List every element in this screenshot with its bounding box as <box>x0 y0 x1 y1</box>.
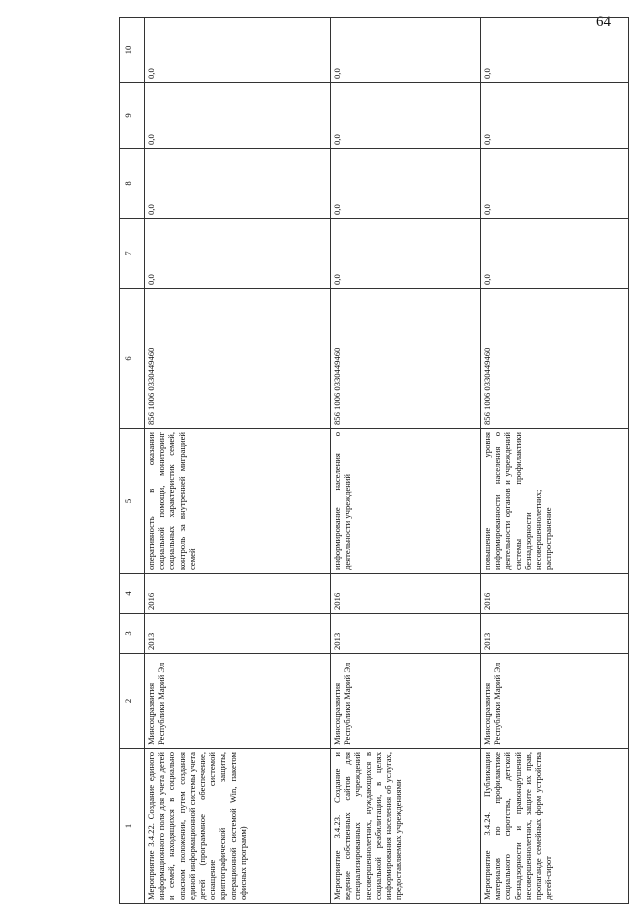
value-cell: 0,0 <box>481 83 629 149</box>
start-year-cell: 2013 <box>481 614 629 654</box>
col-header: 7 <box>120 219 145 289</box>
col-header: 2 <box>120 654 145 749</box>
code-cell: 856 1006 0330449460 <box>481 289 629 429</box>
executor-cell: Минсоцразвития Республики Марий Эл <box>145 654 331 749</box>
activity-cell: Мероприятие 3.4.22. Создание единого информационного поля для учета детей и семей, находящихся в социально опасном положении, путем создания единой информационной системы учета детей (программное обеспечение, оснащение системой криптографической защиты, операционной системой Win, пакетом офисных программ) <box>145 749 331 904</box>
rotated-table-page <box>119 18 623 904</box>
table-row <box>145 18 331 904</box>
value-cell: 0,0 <box>331 149 481 219</box>
start-year-cell: 2013 <box>331 614 481 654</box>
end-year-cell: 2016 <box>481 574 629 614</box>
col-header: 10 <box>120 18 145 83</box>
col-header: 9 <box>120 83 145 149</box>
code-cell: 856 1006 0330449460 <box>331 289 481 429</box>
value-cell: 0,0 <box>145 219 331 289</box>
value-cell: 0,0 <box>331 18 481 83</box>
value-cell: 0,0 <box>481 18 629 83</box>
table-row <box>331 18 481 904</box>
col-header: 3 <box>120 614 145 654</box>
activity-cell: Мероприятие 3.4.24. Публикации материалов по профилактике социального сиротства, детской безнадзорности и правонарушений несовершеннолетних, защите их прав, пропаганде семейных форм устройства детей-сирот <box>481 749 629 904</box>
value-cell: 0,0 <box>145 18 331 83</box>
result-cell: повышение уровня информированности населения о деятельности органов и учреждений системы профилактики безнадзорности несовершеннолетних; распространение <box>481 429 629 574</box>
page-number: 64 <box>596 14 611 30</box>
table-row <box>481 18 629 904</box>
header-row <box>120 18 145 904</box>
value-cell: 0,0 <box>481 219 629 289</box>
col-header: 4 <box>120 574 145 614</box>
col-header: 8 <box>120 149 145 219</box>
program-table <box>119 17 629 904</box>
end-year-cell: 2016 <box>331 574 481 614</box>
value-cell: 0,0 <box>331 219 481 289</box>
result-cell: информирование населения о деятельности учреждений <box>331 429 481 574</box>
value-cell: 0,0 <box>481 149 629 219</box>
col-header: 5 <box>120 429 145 574</box>
result-cell: оперативность в оказании социальной помощи, мониторинг социальных характеристик семей, контроль за внутренней миграцией семей <box>145 429 331 574</box>
code-cell: 856 1006 0330449460 <box>145 289 331 429</box>
executor-cell: Минсоцразвития Республики Марий Эл <box>481 654 629 749</box>
value-cell: 0,0 <box>145 83 331 149</box>
value-cell: 0,0 <box>145 149 331 219</box>
executor-cell: Минсоцразвития Республики Марий Эл <box>331 654 481 749</box>
start-year-cell: 2013 <box>145 614 331 654</box>
col-header: 6 <box>120 289 145 429</box>
activity-cell: Мероприятие 3.4.23. Создание и ведение собственных сайтов для специализированных учреждений несовершеннолетних, нуждающихся в социальной реабилитации, в целях информирования населения об услугах, предоставляемых учреждениями <box>331 749 481 904</box>
col-header: 1 <box>120 749 145 904</box>
value-cell: 0,0 <box>331 83 481 149</box>
end-year-cell: 2016 <box>145 574 331 614</box>
